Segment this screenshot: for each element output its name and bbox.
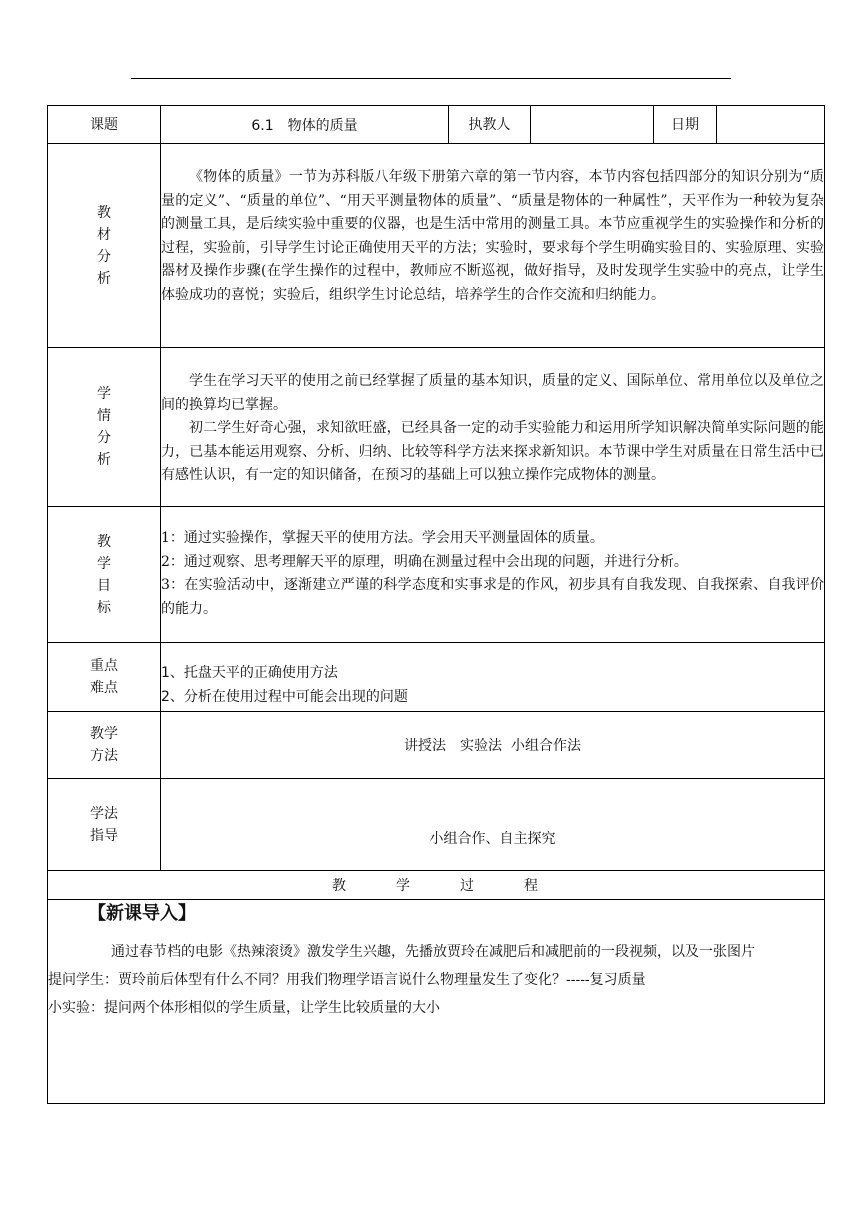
date-value	[717, 106, 825, 144]
goal-item: 2：通过观察、思考理解天平的原理，明确在测量过程中会出现的问题，并进行分析。	[161, 553, 688, 570]
material-analysis-label: 教 材 分 析	[48, 144, 161, 348]
topic-label: 课题	[48, 106, 161, 144]
new-lesson-intro	[48, 900, 825, 1104]
key-point-item: 2、分析在使用过程中可能会出现的问题	[161, 688, 408, 705]
topic-value: 6.1 物体的质量	[161, 106, 449, 144]
lesson-plan-table	[47, 105, 825, 1104]
process-header-row	[48, 871, 825, 900]
teaching-goals-label: 教 学 目 标	[48, 507, 161, 643]
teacher-label: 执教人	[449, 106, 531, 144]
student-analysis-label: 学 情 分 析	[48, 348, 161, 507]
teaching-method-row	[48, 712, 825, 779]
goal-item: 3：在实验活动中，逐渐建立严谨的科学态度和实事求是的作风，初步具有自我发现、自我探索、自我评价的能力。	[161, 577, 824, 617]
teaching-process-heading: 教 学 过 程	[48, 871, 825, 900]
intro-row	[48, 900, 825, 1104]
key-points-list	[161, 643, 825, 712]
intro-heading: 【新课导入】	[88, 903, 196, 924]
teaching-goals-row	[48, 507, 825, 643]
intro-paragraph: 通过春节档的电影《热辣滚烫》激发学生兴趣，先播放贾玲在减肥后和减肥前的一段视频，以及一张图片	[111, 944, 755, 960]
study-guidance-label: 学法 指导	[48, 779, 161, 871]
teaching-method-text: 讲授法 实验法 小组合作法	[161, 712, 825, 779]
key-points-row	[48, 643, 825, 712]
teaching-goals-list	[161, 507, 825, 643]
study-guidance-text: 小组合作、自主探究	[161, 779, 825, 871]
student-analysis-text: 学生在学习天平的使用之前已经掌握了质量的基本知识，质量的定义、国际单位、常用单位以及单位之间的换算均已掌握。 初二学生好奇心强，求知欲旺盛，已经具备一定的动手实验能力和运用所学知识解决简单实际问题的能力，已基本能运用观察、分析、归纳、比较等科学方法来探求新知识。本节课中学生对质量在日常生活中已有感性认识，有一定的知识储备，在预习的基础上可以独立操作完成物体的测量。	[161, 348, 825, 507]
student-analysis-row	[48, 348, 825, 507]
intro-question: 提问学生：贾玲前后体型有什么不同？用我们物理学语言说什么物理量发生了变化？-----复习质量	[48, 972, 646, 988]
teaching-method-label: 教学 方法	[48, 712, 161, 779]
header-row	[48, 106, 825, 144]
study-guidance-row	[48, 779, 825, 871]
header-rule	[131, 78, 731, 79]
goal-item: 1：通过实验操作，掌握天平的使用方法。学会用天平测量固体的质量。	[161, 530, 604, 546]
date-label: 日期	[654, 106, 717, 144]
intro-experiment: 小实验：提问两个体形相似的学生质量，让学生比较质量的大小	[48, 1000, 440, 1016]
key-points-label: 重点 难点	[48, 643, 161, 712]
material-analysis-text: 《物体的质量》一节为苏科版八年级下册第六章的第一节内容，本节内容包括四部分的知识分别为“质量的定义”、“质量的单位”、“用天平测量物体的质量”、“质量是物体的一种属性”，天平作为一种较为复杂的测量工具，是后续实验中重要的仪器，也是生活中常用的测量工具。本节应重视学生的实验操作和分析的过程，实验前，引导学生讨论正确使用天平的方法；实验时，要求每个学生明确实验目的、实验原理、实验器材及操作步骤(在学生操作的过程中，教师应不断巡视，做好指导，及时发现学生实验中的亮点，让学生体验成功的喜悦；实验后，组织学生讨论总结，培养学生的合作交流和归纳能力。	[161, 144, 825, 348]
material-analysis-row	[48, 144, 825, 348]
key-point-item: 1、托盘天平的正确使用方法	[161, 665, 338, 681]
teacher-value	[531, 106, 654, 144]
